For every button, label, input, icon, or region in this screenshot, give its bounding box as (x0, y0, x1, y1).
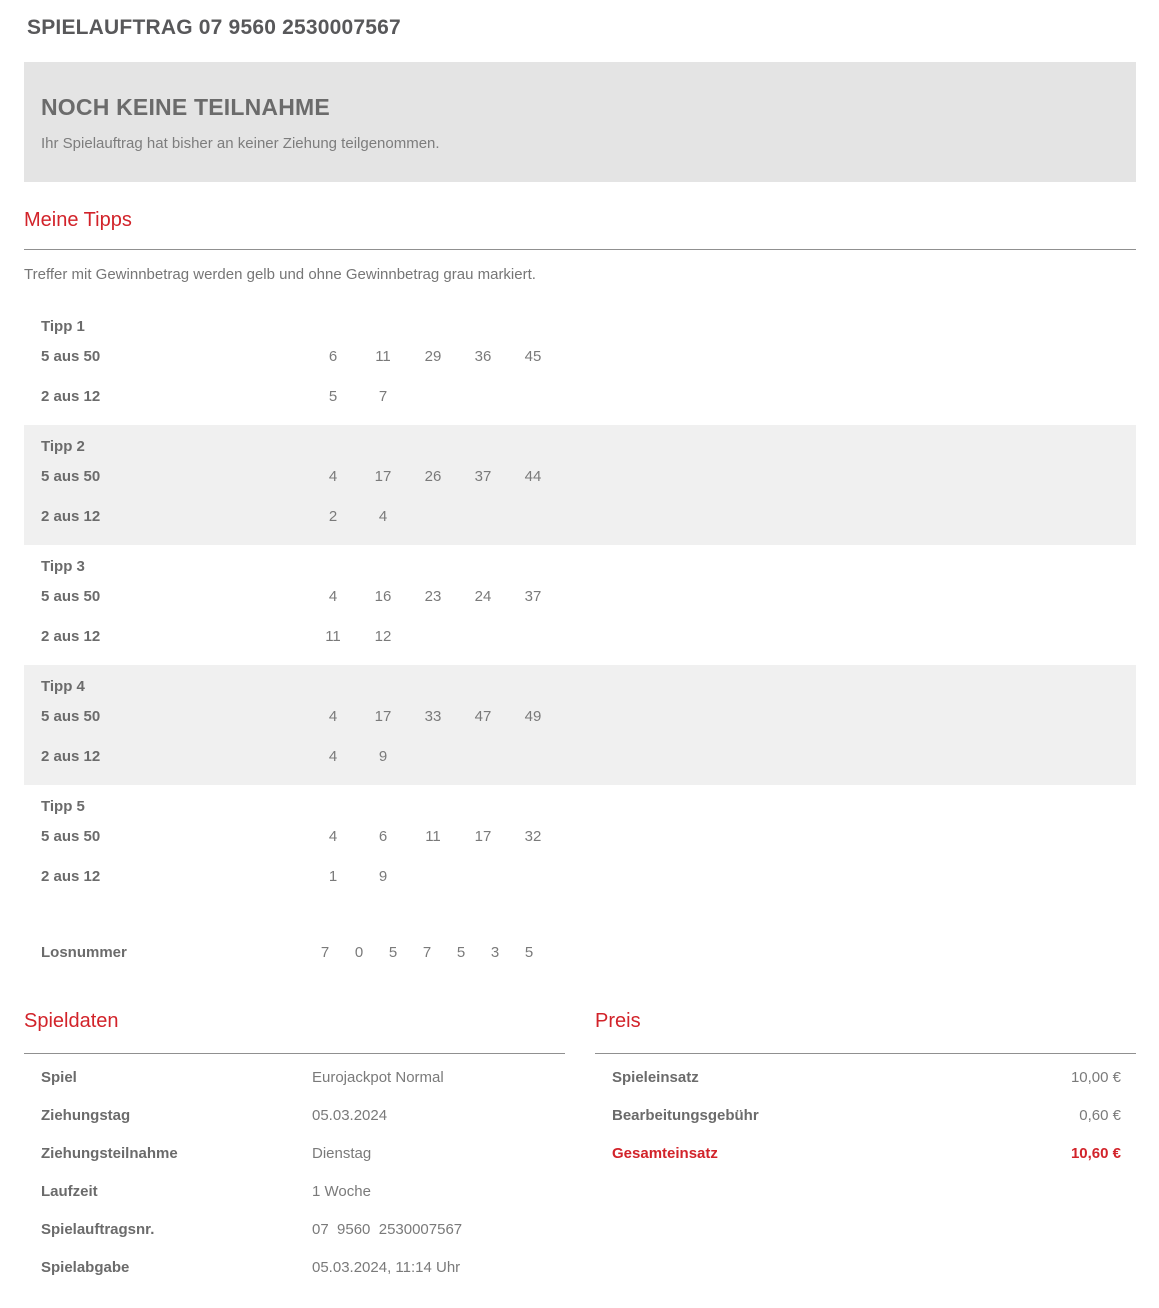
tip-row-label: 5 aus 50 (41, 588, 101, 605)
tip-number: 9 (378, 748, 388, 765)
tip-row-main (24, 587, 1136, 607)
preis-row-spieleinsatz (595, 1068, 1136, 1088)
tip-number: 23 (424, 588, 442, 605)
tips-divider (24, 249, 1136, 250)
tip-number: 4 (328, 708, 338, 725)
tip-number: 17 (374, 708, 392, 725)
tip-numbers-main (308, 347, 558, 367)
tip-number: 4 (328, 588, 338, 605)
tip-title: Tipp 1 (41, 318, 85, 335)
row-value: 10,60 € (1070, 1145, 1121, 1162)
tip-title: Tipp 4 (41, 678, 85, 695)
tip-numbers-main (308, 587, 558, 607)
tip-row-label: 2 aus 12 (41, 868, 101, 885)
row-value: Eurojackpot Normal (312, 1069, 444, 1086)
tip-row-euro (24, 627, 1136, 647)
tip-row-label: 5 aus 50 (41, 468, 101, 485)
tip-number: 17 (374, 468, 392, 485)
row-label: Spiel (41, 1069, 77, 1086)
tip-title: Tipp 3 (41, 558, 85, 575)
tip-number: 11 (425, 828, 441, 845)
notice-title: NOCH KEINE TEILNAHME (41, 94, 330, 120)
spieldaten-heading: Spieldaten (24, 1010, 119, 1032)
spieldaten-divider (24, 1053, 565, 1054)
losnummer-row (24, 943, 1136, 963)
spieldaten-row-spiel (24, 1068, 565, 1088)
tip-number: 26 (424, 468, 442, 485)
tip-row-main (24, 827, 1136, 847)
tip-number: 11 (325, 628, 341, 645)
row-label: Laufzeit (41, 1183, 98, 1200)
tip-row-euro (24, 747, 1136, 767)
tip-number: 33 (424, 708, 442, 725)
tip-number: 6 (378, 828, 388, 845)
tip-row-euro (24, 387, 1136, 407)
spieldaten-section (24, 1009, 565, 1278)
tip-numbers-euro (308, 627, 408, 647)
tip-number: 44 (524, 468, 542, 485)
tip-number: 37 (474, 468, 492, 485)
losnummer-digit: 7 (422, 944, 432, 961)
preis-section (595, 1009, 1136, 1278)
tip-number: 9 (378, 868, 388, 885)
tips-note: Treffer mit Gewinnbetrag werden gelb und ohne Gewinnbetrag grau markiert. (24, 266, 536, 283)
tip-row-euro (24, 507, 1136, 527)
tip-number: 4 (328, 828, 338, 845)
tip-number: 4 (378, 508, 388, 525)
spieldaten-row-laufzeit (24, 1182, 565, 1202)
tip-numbers-main (308, 467, 558, 487)
tip-row-label: 5 aus 50 (41, 348, 101, 365)
tip-row-label: 5 aus 50 (41, 828, 101, 845)
tip-number: 24 (474, 588, 492, 605)
preis-row-gesamteinsatz (595, 1144, 1136, 1164)
losnummer-digit: 0 (354, 944, 364, 961)
row-label: Ziehungstag (41, 1107, 131, 1124)
row-value: 10,00 € (1070, 1069, 1121, 1086)
losnummer-digit: 5 (524, 944, 534, 961)
losnummer-label: Losnummer (41, 944, 127, 961)
row-value: 0,60 € (1079, 1107, 1121, 1124)
tip-number: 5 (328, 388, 338, 405)
notice-box (24, 62, 1136, 182)
tips-list (24, 305, 1136, 905)
row-value: 05.03.2024, 11:14 Uhr (312, 1259, 461, 1276)
tip-numbers-euro (308, 747, 408, 767)
tip-row-label: 2 aus 12 (41, 628, 101, 645)
tip-number: 2 (328, 508, 338, 525)
preis-row-bearbeitungsgebuehr (595, 1106, 1136, 1126)
spieldaten-row-spielauftragsnr (24, 1220, 565, 1240)
row-value: 07 9560 2530007567 (312, 1221, 463, 1238)
tip-title: Tipp 5 (41, 798, 85, 815)
row-label: Spielabgabe (41, 1259, 130, 1276)
tip-numbers-euro (308, 507, 408, 527)
tip-number: 47 (474, 708, 492, 725)
tips-section (24, 208, 1136, 963)
tip-row-main (24, 467, 1136, 487)
tip-number: 4 (328, 748, 338, 765)
row-label: Bearbeitungsgebühr (612, 1107, 759, 1124)
notice-text: Ihr Spielauftrag hat bisher an keiner Ziehung teilgenommen. (41, 135, 440, 152)
row-value: 05.03.2024 (312, 1107, 388, 1124)
tip-number: 1 (328, 868, 338, 885)
page-title: SPIELAUFTRAG 07 9560 2530007567 (27, 16, 401, 39)
spielauftrag-page (24, 0, 1136, 1308)
losnummer-digit: 5 (456, 944, 466, 961)
tip-row-main (24, 707, 1136, 727)
tip-block-1 (24, 305, 1136, 425)
spieldaten-row-spielabgabe (24, 1258, 565, 1278)
tip-block-3 (24, 545, 1136, 665)
tip-row-label: 2 aus 12 (41, 388, 101, 405)
preis-list (595, 1068, 1136, 1164)
spieldaten-row-ziehungstag (24, 1106, 565, 1126)
tip-numbers-euro (308, 867, 408, 887)
tip-number: 6 (328, 348, 338, 365)
preis-divider (595, 1053, 1136, 1054)
losnummer-digit: 7 (320, 944, 330, 961)
tip-numbers-main (308, 707, 558, 727)
spieldaten-list (24, 1068, 565, 1278)
row-value: Dienstag (312, 1145, 372, 1162)
tip-number: 7 (378, 388, 388, 405)
tip-number: 17 (474, 828, 492, 845)
tip-number: 45 (524, 348, 542, 365)
losnummer-digit: 5 (388, 944, 398, 961)
losnummer-digit: 3 (490, 944, 500, 961)
tips-section-heading: Meine Tipps (24, 209, 132, 231)
bottom-sections (24, 1009, 1136, 1308)
tip-number: 12 (374, 628, 392, 645)
tip-number: 16 (374, 588, 392, 605)
tip-number: 37 (524, 588, 542, 605)
preis-heading: Preis (595, 1010, 641, 1032)
spieldaten-row-ziehungsteilnahme (24, 1144, 565, 1164)
tip-number: 4 (328, 468, 338, 485)
tip-numbers-main (308, 827, 558, 847)
tip-number: 11 (375, 348, 391, 365)
tip-row-label: 2 aus 12 (41, 748, 101, 765)
tip-block-4 (24, 665, 1136, 785)
row-label: Spieleinsatz (612, 1069, 699, 1086)
tip-number: 49 (524, 708, 542, 725)
tip-number: 36 (474, 348, 492, 365)
tip-number: 29 (424, 348, 442, 365)
tip-row-euro (24, 867, 1136, 887)
tip-block-2 (24, 425, 1136, 545)
row-value: 1 Woche (312, 1183, 371, 1200)
tip-block-5 (24, 785, 1136, 905)
tip-row-main (24, 347, 1136, 367)
tip-numbers-euro (308, 387, 408, 407)
tip-row-label: 2 aus 12 (41, 508, 101, 525)
row-label: Ziehungsteilnahme (41, 1145, 178, 1162)
losnummer-digits (308, 943, 546, 963)
row-label: Spielauftragsnr. (41, 1221, 155, 1238)
row-label: Gesamteinsatz (612, 1145, 718, 1162)
tip-row-label: 5 aus 50 (41, 708, 101, 725)
tip-title: Tipp 2 (41, 438, 85, 455)
tip-number: 32 (524, 828, 542, 845)
